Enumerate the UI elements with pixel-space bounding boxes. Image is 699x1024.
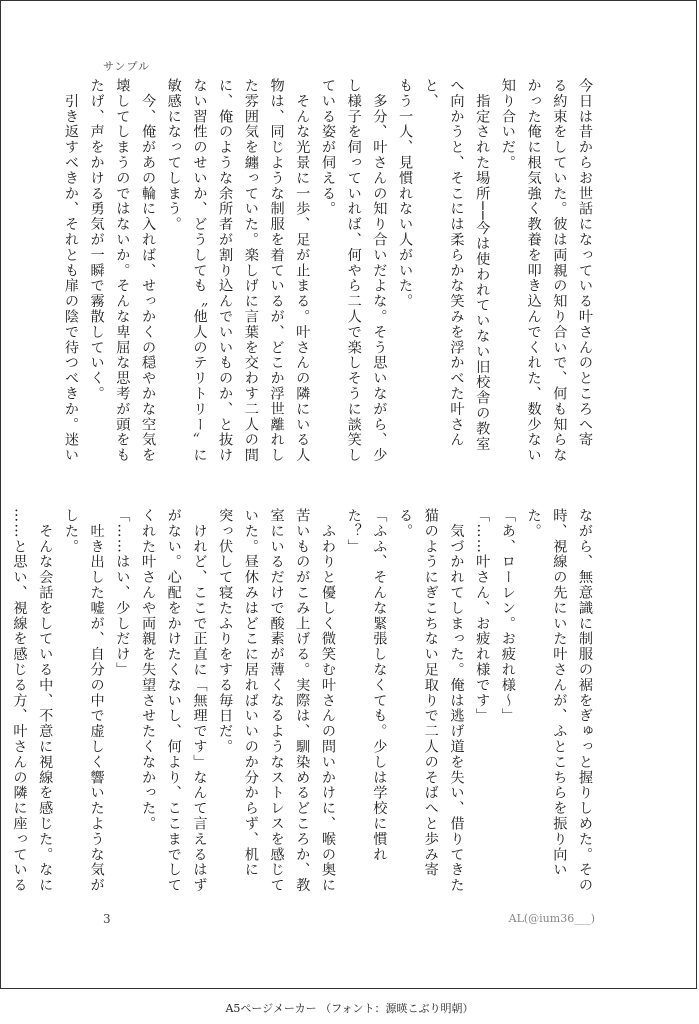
- text-column: に、俺のような余所者が割り込んでいいものか、と抜け: [217, 78, 234, 463]
- text-column: 吐き出した嘘が、自分の中で虚しく響いたような気が: [88, 508, 105, 893]
- text-column: 物は、同じような制服を着ているが、どこか浮世離れし: [268, 78, 285, 463]
- text-column: かった俺に根気強く教養を叩き込んでくれた、数少ない: [525, 78, 542, 463]
- upper-text-block: [62, 78, 597, 474]
- text-column: 壊してしまうのではないか。そんな卑屈な思考が頭をも: [114, 78, 131, 463]
- text-column: 苦いものがこみ上げる。実際は、馴染めるどころか、教: [294, 508, 311, 893]
- text-column: がない。心配をかけたくないし、何より、ここまでして: [165, 508, 182, 893]
- lower-text-block: [11, 508, 597, 898]
- text-column: へ向かうと、そこには柔らかな笑みを浮かべた叶さんと、: [422, 78, 465, 448]
- text-column: くれた叶さんや両親を失望させたくなかった。: [140, 508, 157, 832]
- text-column: ……と思い、視線を感じる方、叶さんの隣に座っている: [11, 508, 28, 893]
- text-column: 「あ、ローレン。お疲れ様～」: [499, 508, 516, 724]
- text-column: 今、俺があの輪に入れば、せっかくの穏やかな空気を: [140, 78, 157, 463]
- text-column: 多分、叶さんの知り合いだよな。そう思いながら、少: [371, 78, 388, 463]
- text-column: ながら、無意識に制服の裾をぎゅっと握りしめた。その: [577, 508, 593, 893]
- author-credit: AL(@ium36___): [508, 912, 595, 925]
- text-column: けれど、ここで正直に「無理です」なんて言えるはず: [191, 508, 208, 893]
- text-column: 「ふふ、そんな緊張しなくても。少しは学校に慣れた？」: [345, 508, 388, 863]
- text-column: もう一人、見慣れない人がいた。: [397, 78, 414, 309]
- text-column: そんな光景に一歩、足が止まる。叶さんの隣にいる人: [294, 78, 311, 463]
- text-column: 「……叶さん、お疲れ様です」: [474, 508, 491, 724]
- text-column: たげ、声をかける勇気が一瞬で霧散していく。: [88, 78, 105, 402]
- text-column: 指定された場所──今は使われていない旧校舎の教室: [474, 78, 491, 452]
- text-column: そんな会話をしている中、不意に視線を感じた。なに: [37, 508, 54, 893]
- text-column: 知り合いだ。: [499, 78, 516, 171]
- text-column: いた。昼休みはどこに居ればいいのか分からず、机に: [242, 508, 259, 878]
- text-column: 時、視線の先にいた叶さんが、ふとこちらを振り向いた。: [525, 508, 568, 878]
- footer-note: A5ページメーカー （フォント：源暎こぶり明朝）: [225, 1002, 474, 1015]
- text-column: し様子を伺っていれば、何やら二人で楽しそうに談笑し: [345, 78, 362, 463]
- text-column: 「……はい、少しだけ」: [114, 508, 131, 678]
- text-column: 引き返すべきか、それとも扉の陰で待つべきか。迷い: [62, 78, 79, 463]
- text-column: ない習性のせいか、どうしても〝他人のテリトリー〟に: [191, 78, 208, 463]
- header-label: サンプル: [103, 60, 151, 73]
- text-column: 今日は昔からお世話になっている叶さんのところへ寄: [577, 78, 593, 448]
- text-column: ふわりと優しく微笑む叶さんの問いかけに、喉の奥に: [319, 508, 336, 893]
- page-number: 3: [103, 912, 111, 926]
- text-column: 室にいるだけで酸素が薄くなるようなストレスを感じて: [268, 508, 285, 893]
- text-column: 敏感になってしまう。: [165, 78, 182, 232]
- text-column: る約束をしていた。彼は両親の知り合いで、何も知らな: [551, 78, 568, 463]
- text-column: した。: [62, 508, 79, 555]
- text-column: 突っ伏して寝たふりをする毎日だ。: [217, 508, 234, 755]
- text-column: 気づかれてしまった。俺は逃げ道を失い、借りてきた: [448, 508, 465, 893]
- text-column: 猫のようにぎこちない足取りで二人のそばへと歩み寄る。: [397, 508, 439, 878]
- text-column: ている姿が伺える。: [319, 78, 336, 217]
- text-column: た雰囲気を纏っていた。楽しげに言葉を交わす二人の間: [242, 78, 259, 463]
